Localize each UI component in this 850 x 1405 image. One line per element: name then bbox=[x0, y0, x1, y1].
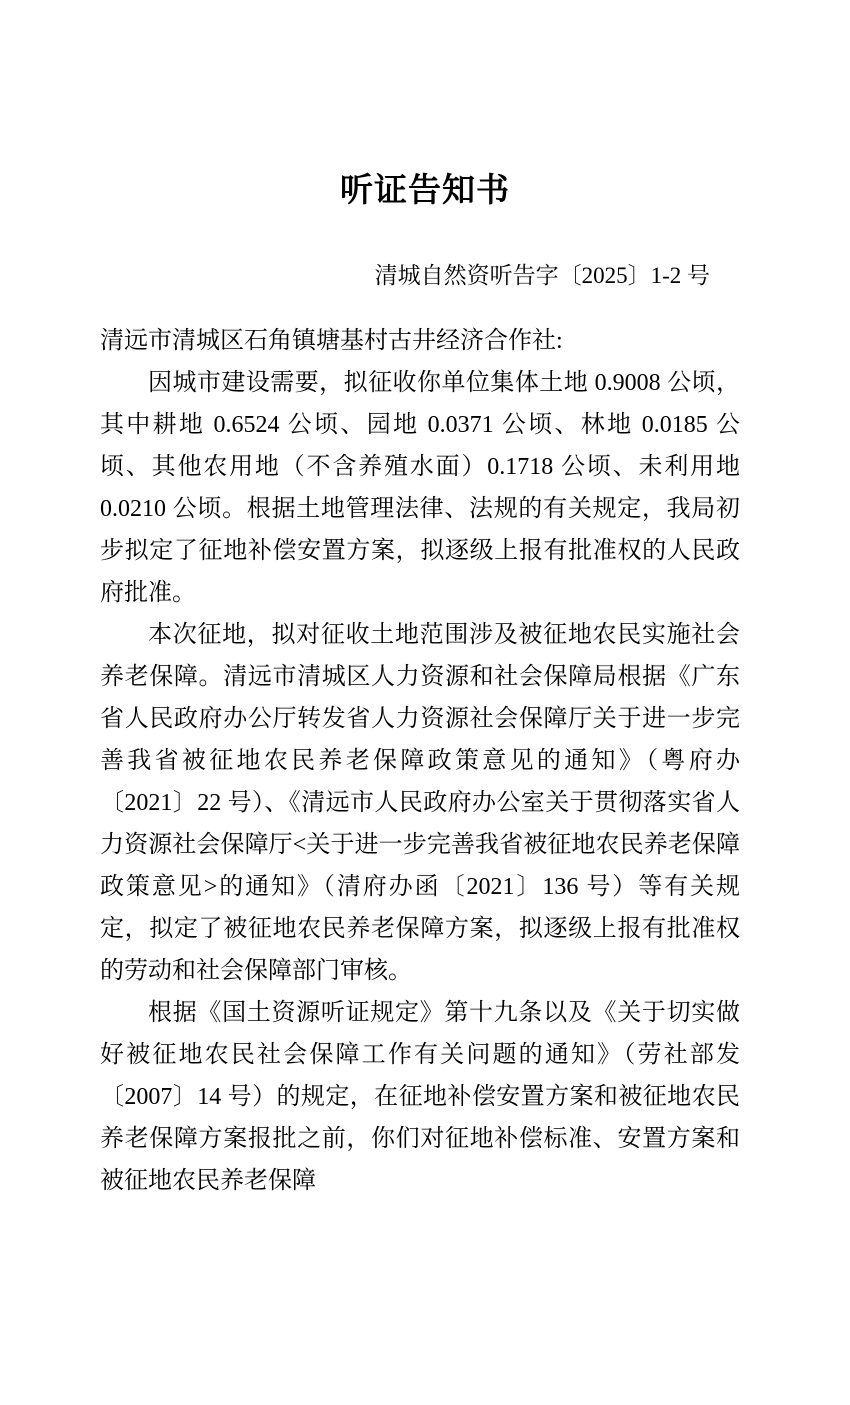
document-title: 听证告知书 bbox=[340, 171, 510, 208]
document-number: 清城自然资听告字〔2025〕1-2 号 bbox=[374, 263, 710, 288]
body-paragraph-land-acquisition: 因城市建设需要，拟征收你单位集体土地 0.9008 公顷，其中耕地 0.6524 公顷、园地 0.0371 公顷、林地 0.0185 公顷、其他农用地（不含养殖水面）0.1718 公顷、未利用地 0.0210 公顷。根据土地管理法律、法规的有关规定，我局初步拟定了征地补偿安置方案，拟逐级上报有批准权的人民政府批准。 bbox=[100, 370, 740, 606]
body-paragraph-social-security: 本次征地，拟对征收土地范围涉及被征地农民实施社会养老保障。清远市清城区人力资源和社会保障局根据《广东省人民政府办公厅转发省人力资源社会保障厅关于进一步完善我省被征地农民养老保障政策意见的通知》（粤府办〔2021〕22 号）、《清远市人民政府办公室关于贯彻落实省人力资源社会保障厅<关于进一步完善我省被征地农民养老保障政策意见>的通知》（清府办函〔2021〕136 号）等有关规定，拟定了被征地农民养老保障方案，拟逐级上报有批准权的劳动和社会保障部门审核。 bbox=[100, 622, 740, 984]
document-page bbox=[0, 170, 850, 1405]
body-paragraph-hearing-rights: 根据《国土资源听证规定》第十九条以及《关于切实做好被征地农民社会保障工作有关问题的通知》（劳社部发〔2007〕14 号）的规定，在征地补偿安置方案和被征地农民养老保障方案报批之前，你们对征地补偿标准、安置方案和被征地农民养老保障 bbox=[100, 1000, 740, 1194]
recipient-salutation: 清远市清城区石角镇塘基村古井经济合作社: bbox=[100, 328, 563, 354]
document-body bbox=[100, 320, 740, 1202]
